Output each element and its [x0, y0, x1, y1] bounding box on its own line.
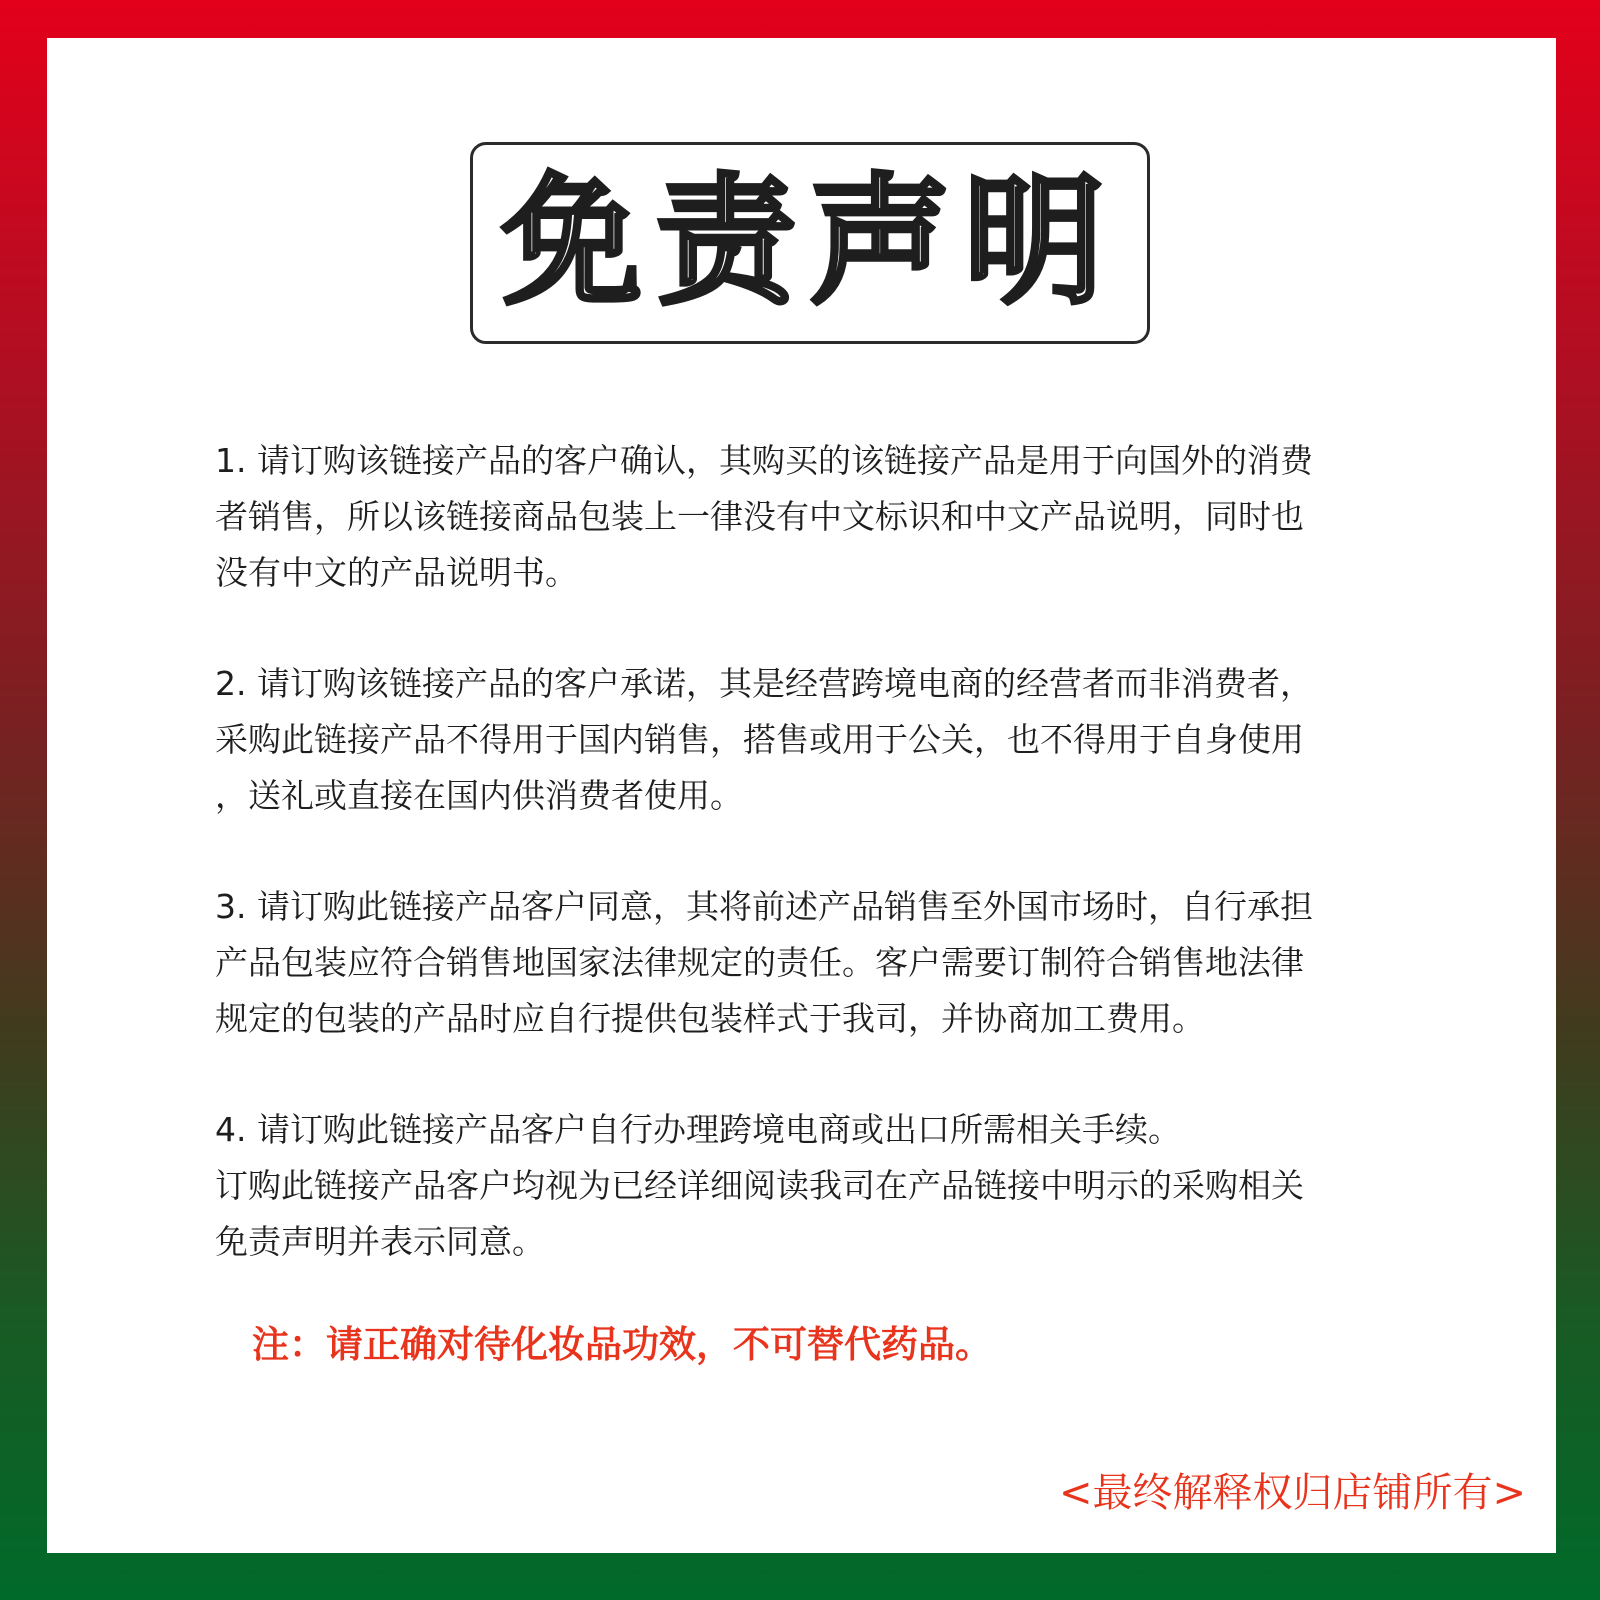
clause-line: 1. 请订购该链接产品的客户确认，其购买的该链接产品是用于向国外的消费 [215, 441, 1313, 480]
clause-line: 2. 请订购该链接产品的客户承诺，其是经营跨境电商的经营者而非消费者， [215, 664, 1313, 703]
cosmetics-note: 注：请正确对待化妆品功效，不可替代药品。 [252, 1323, 992, 1366]
clause-line: 没有中文的产品说明书。 [215, 553, 578, 592]
clause-3 [215, 879, 1395, 1047]
clause-line: 订购此链接产品客户均视为已经详细阅读我司在产品链接中明示的采购相关 [215, 1166, 1304, 1205]
title-box [470, 142, 1150, 344]
clause-1 [215, 433, 1395, 601]
clause-2 [215, 656, 1395, 824]
clause-line: 3. 请订购此链接产品客户同意，其将前述产品销售至外国市场时，自行承担 [215, 887, 1313, 926]
clause-list [215, 433, 1395, 1325]
clause-line: ，送礼或直接在国内供消费者使用。 [215, 776, 743, 815]
clause-line: 者销售，所以该链接商品包装上一律没有中文标识和中文产品说明，同时也 [215, 497, 1304, 536]
page-title: 免责声明 [501, 161, 1118, 324]
clause-line: 规定的包装的产品时应自行提供包装样式于我司，并协商加工费用。 [215, 999, 1205, 1038]
clause-line: 产品包装应符合销售地国家法律规定的责任。客户需要订制符合销售地法律 [215, 943, 1304, 982]
interpretation-footer: <最终解释权归店铺所有> [1058, 1470, 1526, 1516]
clause-4 [215, 1102, 1395, 1270]
clause-line: 免责声明并表示同意。 [215, 1222, 545, 1261]
disclaimer-panel [47, 38, 1556, 1553]
clause-line: 采购此链接产品不得用于国内销售，搭售或用于公关，也不得用于自身使用 [215, 720, 1304, 759]
clause-line: 4. 请订购此链接产品客户自行办理跨境电商或出口所需相关手续。 [215, 1110, 1181, 1149]
